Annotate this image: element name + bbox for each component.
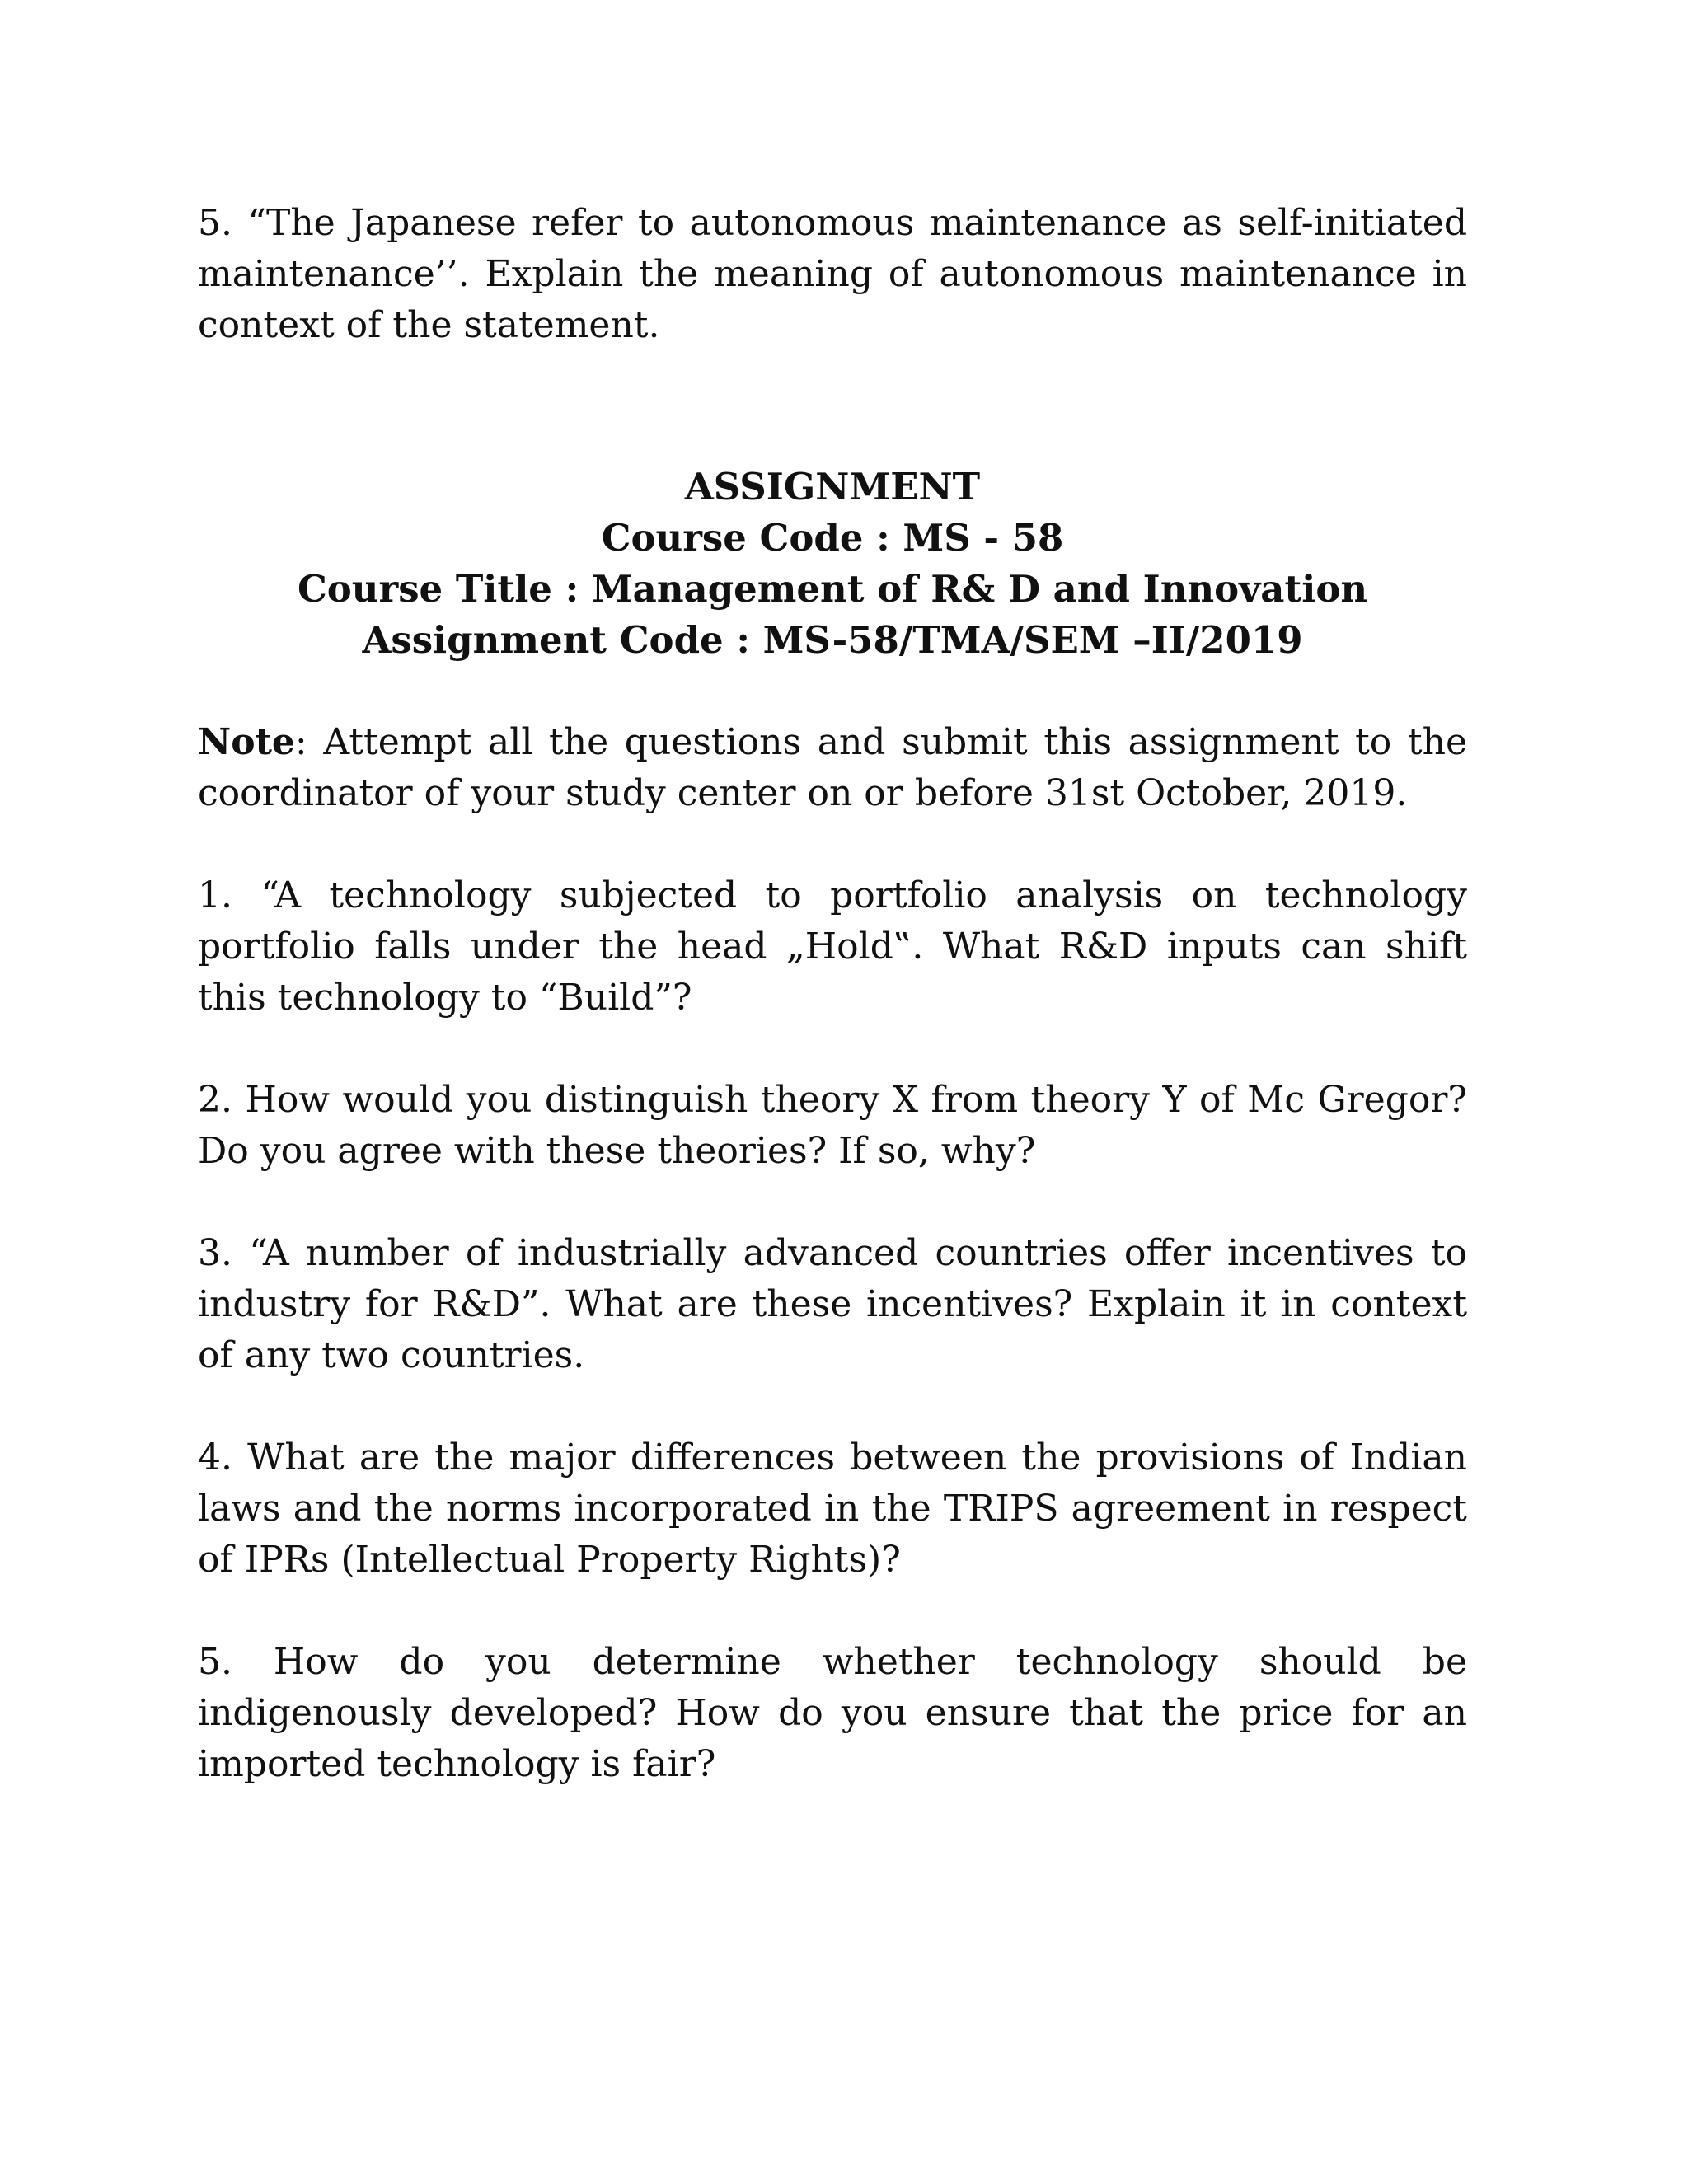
note-text: : Attempt all the questions and submit this assignment to the coordinator of your study center on or before 31st October, 2019. [198, 721, 1467, 814]
assignment-heading [198, 462, 1467, 666]
question-4: 4. What are the major differences between the provisions of Indian laws and the norms incorporated in the TRIPS agreement in respect of IPRs (Intellectual Property Rights)? [198, 1436, 1467, 1581]
question-1: 1. “A technology subjected to portfolio analysis on technology portfolio falls under the head „Hold‟. What R&D inputs can shift this technology to “Build”? [198, 874, 1467, 1019]
note-paragraph [198, 717, 1467, 819]
previous-question-5: 5. “The Japanese refer to autonomous maintenance as self-initiated maintenance’’. Explain the meaning of autonomous maintenance in context of the statement. [198, 202, 1467, 346]
course-title: Course Title : Management of R& D and Innovation [297, 567, 1368, 611]
question-2: 2. How would you distinguish theory X from theory Y of Mc Gregor? Do you agree with these theories? If so, why? [198, 1079, 1467, 1172]
course-code: Course Code : MS - 58 [601, 516, 1064, 560]
assignment-title: ASSIGNMENT [684, 465, 981, 509]
note-label: Note [198, 721, 295, 763]
question-5: 5. How do you determine whether technology should be indigenously developed? How do you ensure that the price for an imported technology is fair? [198, 1641, 1467, 1785]
page-content [198, 198, 1467, 1841]
assignment-code: Assignment Code : MS-58/TMA/SEM –II/2019 [362, 618, 1303, 662]
question-3: 3. “A number of industrially advanced countries offer incentives to industry for R&D”. What are these incentives? Explain it in context of any two countries. [198, 1232, 1467, 1376]
